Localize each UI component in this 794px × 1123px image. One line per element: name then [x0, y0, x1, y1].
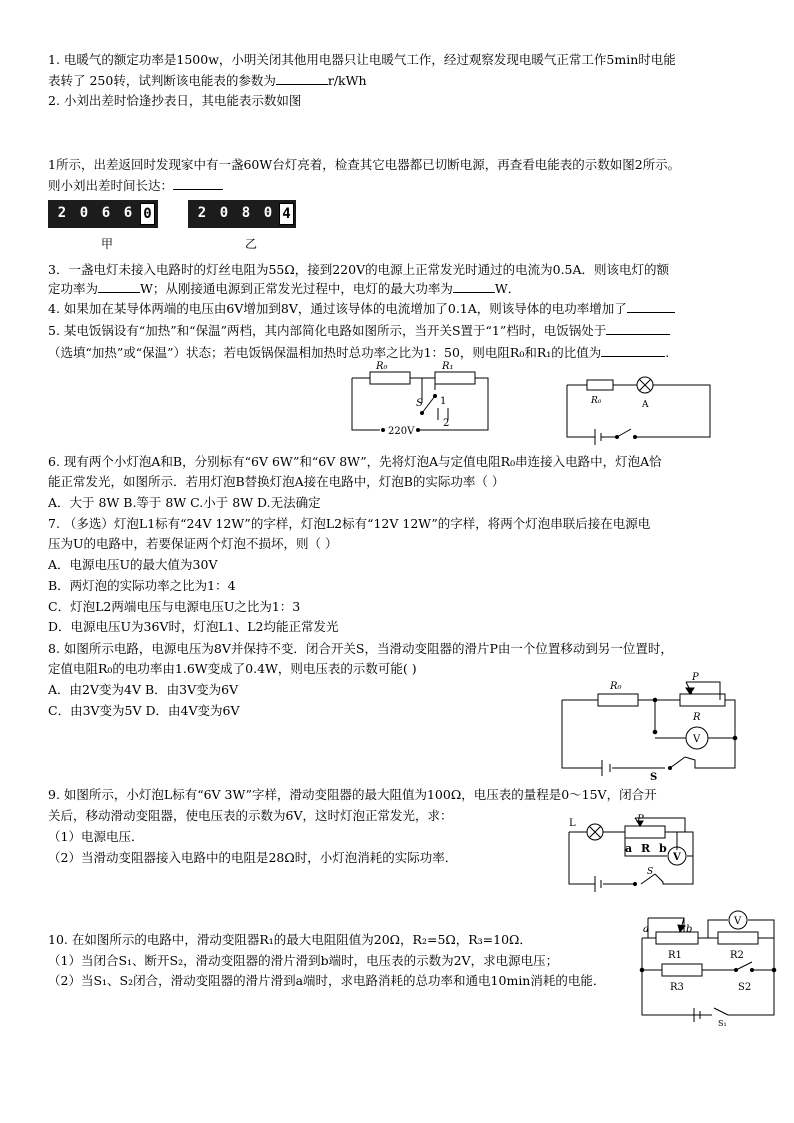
- meter-1-digit: 0: [79, 205, 89, 221]
- q9-fig-l: L: [569, 818, 576, 829]
- meter-1: [48, 200, 158, 228]
- meter-1-last-digit: 0: [140, 203, 155, 225]
- q5-line1: [48, 320, 670, 341]
- q7-option-a: A．电源电压U的最大值为30V: [48, 557, 218, 572]
- q8-fig-s: S: [650, 772, 658, 783]
- q7-option-d: D．电源电压U为36V时，灯泡L1、L2均能正常发光: [48, 619, 339, 634]
- q10-fig-s1: S₁: [718, 1019, 727, 1028]
- q8-fig-v: V: [693, 734, 701, 745]
- q5-fig-r0: R₀: [376, 361, 388, 372]
- q1-line1: 1. 电暖气的额定功率是1500w，小明关闭其他用电器只让电暖气工作，经过观察发现电暖气正常工作5min时电能: [48, 52, 676, 67]
- q5-fig-1: 1: [440, 396, 447, 407]
- q9-fig-p: P: [637, 814, 644, 825]
- q7-option-b: B．两灯泡的实际功率之比为1：4: [48, 578, 236, 593]
- q3-blank-1[interactable]: [98, 278, 140, 293]
- meter-1-label: 甲: [101, 237, 114, 251]
- q2-line2: 1所示，出差返回时发现家中有一盏60W台灯亮着，检查其它电器都已切断电源，再查看电能表的示数如图2所示。: [48, 157, 681, 172]
- q6-line2: 能正常发光，如图所示．若用灯泡B替换灯泡A接在电路中，灯泡B的实际功率（ ）: [48, 474, 505, 489]
- q1-unit: r/kWh: [327, 73, 367, 88]
- meter-2-digit: 2: [197, 205, 207, 221]
- q8-fig-r: R: [693, 712, 701, 723]
- q3-text: W．: [494, 281, 521, 296]
- q3-line2: [48, 278, 520, 299]
- q5-blank-2[interactable]: [601, 342, 665, 357]
- q10-fig-r3: R3: [670, 982, 684, 993]
- q5-fig-voltage: 220V: [388, 426, 415, 437]
- q4-text: 4. 如果加在某导体两端的电压由6V增加到8V，通过该导体的电流增加了0.1A，则该导体的电功率增加了: [48, 301, 627, 316]
- q2-line3: [48, 175, 223, 196]
- meter-1-digit: 2: [57, 205, 67, 221]
- q2-blank[interactable]: [173, 175, 223, 190]
- q10-fig-r2: R2: [730, 950, 744, 961]
- q6-fig-r0: R₀: [591, 396, 602, 406]
- meter-1-digit: 6: [101, 205, 111, 221]
- q8-fig-p: P: [692, 672, 699, 683]
- q5-text: 5. 某电饭锅设有“加热”和“保温”两档，其内部简化电路如图所示，当开关S置于“1”档时，电饭锅处于: [48, 323, 607, 338]
- q7-line1: 7. （多选）灯泡L1标有“24V 12W”的字样，灯泡L2标有“12V 12W”的字样，将两个灯泡串联后接在电源电: [48, 516, 651, 531]
- meter-2-digit: 8: [241, 205, 251, 221]
- q10-fig-s2: S2: [738, 982, 752, 993]
- meter-2-digit: 0: [219, 205, 229, 221]
- q1-line2: [48, 70, 367, 91]
- q9-fig-r: R: [641, 842, 651, 855]
- q2-line1: 2. 小刘出差时恰逢抄表日，其电能表示数如图: [48, 93, 302, 108]
- q10-fig-b: b: [686, 924, 693, 935]
- q9-fig-s: S: [647, 867, 654, 877]
- q10-line1: 10. 在如图所示的电路中，滑动变阻器R₁的最大电阻阻值为20Ω，R₂=5Ω，R₃=10Ω．: [48, 932, 532, 947]
- q5-fig-2: 2: [443, 418, 450, 429]
- q10-part2: （2）当S₁、S₂闭合，滑动变阻器的滑片滑到a端时，求电路消耗的总功率和通电10min消耗的电能．: [48, 973, 606, 988]
- q4-blank[interactable]: [627, 298, 675, 313]
- q9-fig-v: V: [673, 852, 681, 863]
- q9-fig-a: a: [625, 842, 633, 855]
- q5-blank-1[interactable]: [606, 320, 670, 335]
- q5-fig-s: S: [416, 398, 423, 409]
- q5-fig-r1: R₁: [442, 361, 454, 372]
- q6-line1: 6. 现有两个小灯泡A和B，分别标有“6V 6W”和“6V 8W”，先将灯泡A与定值电阻R₀串连接入电路中，灯泡A恰: [48, 454, 662, 469]
- q3-blank-2[interactable]: [453, 278, 495, 293]
- q10-part1: （1）当闭合S₁、断开S₂，滑动变阻器的滑片滑到b端时，电压表的示数为2V，求电源电压；: [48, 953, 559, 968]
- q8-options-ab: A．由2V变为4V B．由3V变为6V: [48, 682, 239, 697]
- q10-fig-a: a: [643, 924, 649, 935]
- q7-line2: 压为U的电路中，若要保证两个灯泡不损坏，则（ ）: [48, 536, 338, 551]
- q8-fig-r0: R₀: [610, 681, 622, 692]
- q10-fig-v: V: [734, 916, 742, 927]
- q10-fig-r1: R1: [668, 950, 682, 961]
- q3-text: W；从刚接通电源到正常发光过程中，电灯的最大功率为: [140, 281, 453, 296]
- q9-circuit-diagram: [565, 812, 705, 892]
- q1-text: 表转了 250转，试判断该电能表的参数为: [48, 73, 276, 88]
- q9-part1: （1）电源电压．: [48, 829, 144, 844]
- meter-1-digit: 6: [123, 205, 133, 221]
- meter-2-last-digit: 4: [279, 203, 294, 225]
- q8-circuit-diagram: [560, 672, 740, 782]
- q4-line: [48, 298, 675, 319]
- meter-2-digit: 0: [263, 205, 273, 221]
- q9-fig-b: b: [659, 842, 667, 855]
- q3-line1: 3．一盏电灯未接入电路时的灯丝电阻为55Ω，接到220V的电源上正常发光时通过的电流为0.5A．则该电灯的额: [48, 262, 670, 277]
- q9-line2: 关后，移动滑动变阻器，使电压表的示数为6V，这时灯泡正常发光，求：: [48, 808, 453, 823]
- q6-fig-a: A: [642, 400, 649, 410]
- meter-2-label: 乙: [245, 237, 258, 251]
- q8-line2: 定值电阻R₀的电功率由1.6W变成了0.4W，则电压表的示数可能( ): [48, 661, 417, 676]
- q2-text: 则小刘出差时间长达：: [48, 178, 174, 193]
- q5-circuit-diagram: [340, 360, 500, 445]
- q8-line1: 8. 如图所示电路，电源电压为8V并保持不变．闭合开关S，当滑动变阻器的滑片P由一个位置移动到另一位置时，: [48, 641, 673, 656]
- q5-text: .: [665, 345, 670, 360]
- q9-part2: （2）当滑动变阻器接入电路中的电阻是28Ω时，小灯泡消耗的实际功率．: [48, 850, 458, 865]
- q6-circuit-diagram: [565, 375, 715, 445]
- meter-2: [188, 200, 296, 228]
- q9-line1: 9. 如图所示，小灯泡L标有“6V 3W”字样，滑动变阻器的最大阻值为100Ω，电压表的量程是0～15V，闭合开: [48, 787, 657, 802]
- q7-option-c: C．灯泡L2两端电压与电源电压U之比为1：3: [48, 599, 301, 614]
- q5-text: （选填“加热”或“保温”）状态；若电饭锅保温相加热时总功率之比为1：50，则电阻R₀和R₁的比值为: [48, 345, 602, 360]
- q1-blank[interactable]: [276, 70, 328, 85]
- q10-circuit-diagram: [640, 910, 780, 1028]
- q6-options: A．大于 8W B.等于 8W C.小于 8W D.无法确定: [48, 495, 321, 510]
- q3-text: 定功率为: [48, 281, 99, 296]
- q8-options-cd: C．由3V变为5V D．由4V变为6V: [48, 703, 240, 718]
